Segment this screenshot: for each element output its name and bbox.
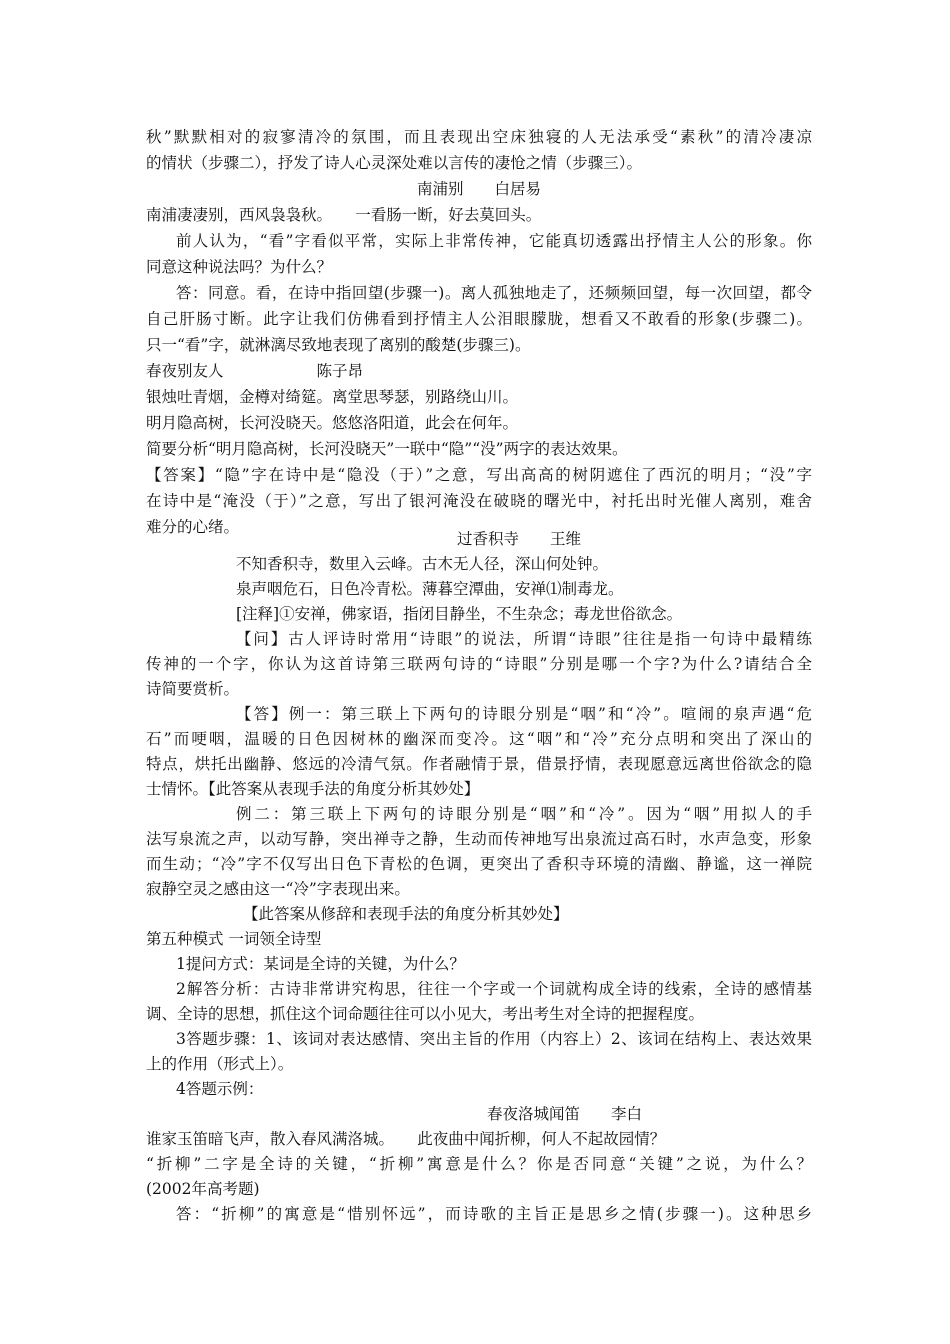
poem-title: 过香积寺 王维	[457, 530, 582, 548]
poem-text: 泉声咽危石，日色冷青松。薄暮空潭曲，安禅⑴制毒龙。	[236, 580, 624, 598]
answer-line: 法写泉流之声，以动写静，突出禅寺之静，生动而传神地写出泉流过高石时，水声急变，形象	[146, 830, 812, 848]
annotation-line: [注释]①安禅，佛家语，指闭目静坐，不生杂念；毒龙世俗欲念。	[236, 605, 683, 623]
poem-text: 明月隐高树，长河没晓天。悠悠洛阳道，此会在何年。	[146, 414, 519, 432]
question-line: 传神的一个字，你认为这首诗第三联两句诗的“诗眼”分别是哪一个字?为什么?请结合全	[146, 655, 812, 673]
poem-text: 不知香积寺，数里入云峰。古木无人径，深山何处钟。	[236, 555, 609, 573]
text-line: 1提问方式：某词是全诗的关键，为什么？	[176, 955, 465, 973]
text-line: 自己肝肠寸断。此字让我们仿佛看到抒情主人公泪眼朦胧，想看又不敢看的形象(步骤二)。	[146, 310, 812, 328]
question-line: 【问】古人评诗时常用“诗眼”的说法，所谓“诗眼”往往是指一句诗中最精练	[236, 630, 812, 648]
text-line: 4答题示例：	[176, 1080, 264, 1098]
poem-title: 南浦别 白居易	[416, 180, 541, 198]
answer-line: 而生动；“冷”字不仅写出日色下青松的色调，更突出了香积寺环境的清幽、静谧，这一禅院	[146, 855, 812, 873]
answer-line: 在诗中是“淹没（于）”之意，写出了银河淹没在破晓的曙光中，衬托出时光催人离别，难舍	[146, 492, 812, 510]
question-line: (2002年高考题)	[146, 1180, 260, 1198]
text-line: 的情状（步骤二），抒发了诗人心灵深处难以言传的凄怆之情（步骤三）。	[146, 154, 643, 172]
text-line: 上的作用（形式上）。	[146, 1055, 294, 1073]
text-line: 2解答分析：古诗非常讲究构思，往往一个字或一个词就构成全诗的线索，全诗的感情基	[176, 980, 812, 998]
answer-line: 石”而哽咽，温暖的日色因树林的幽深而变冷。这“咽”和“冷”充分点明和突出了深山的	[146, 730, 812, 748]
answer-line: 寂静空灵之感由这一“冷”字表现出来。	[146, 880, 410, 898]
answer-line: 答：“折柳”的寓意是“惜别怀远”，而诗歌的主旨正是思乡之情(步骤一)。这种思乡	[176, 1205, 812, 1223]
section-heading: 第五种模式 一词领全诗型	[146, 930, 322, 948]
text-line: 3答题步骤：1、该词对表达感情、突出主旨的作用（内容上）2、该词在结构上、表达效果	[176, 1030, 812, 1048]
answer-line: 【答案】“隐”字在诗中是“隐没（于）”之意，写出高高的树阴遮住了西沉的明月；“没”字	[146, 466, 812, 484]
question-line: 简要分析“明月隐高树，长河没晓天”一联中“隐”“没”两字的表达效果。	[146, 440, 628, 458]
question-line: 诗简要赏析。	[146, 680, 240, 698]
answer-line: 难分的心绪。	[146, 518, 240, 536]
text-line: 同意这种说法吗？为什么？	[146, 258, 333, 276]
answer-line: 例二：第三联上下两句的诗眼分别是“咽”和“冷”。因为“咽”用拟人的手	[236, 805, 812, 823]
text-line: 秋”默默相对的寂寥清冷的氛围，而且表现出空床独寝的人无法承受“素秋”的清冷凄凉	[146, 128, 812, 146]
poem-text: 银烛吐青烟，金樽对绮筵。离堂思琴瑟，别路绕山川。	[146, 388, 519, 406]
answer-note: 【此答案从修辞和表现手法的角度分析其妙处】	[243, 905, 569, 923]
answer-line: 特点，烘托出幽静、悠远的冷清气氛。作者融情于景，借景抒情，表现愿意远离世俗欲念的隐	[146, 755, 812, 773]
question-line: “折柳”二字是全诗的关键，“折柳”寓意是什么？你是否同意“关键”之说，为什么？	[146, 1155, 812, 1173]
poem-text: 南浦凄凄别，西风袅袅秋。 一看肠一断，好去莫回头。	[146, 206, 542, 224]
answer-line: 【答】例一：第三联上下两句的诗眼分别是“咽”和“冷”。喧闹的泉声遇“危	[236, 705, 812, 723]
answer-line: 士情怀。【此答案从表现手法的角度分析其妙处】	[146, 780, 480, 798]
poem-title: 春夜洛城闻笛 李白	[487, 1105, 643, 1123]
poem-title: 春夜别友人 陈子昂	[146, 362, 364, 380]
text-line: 调、全诗的思想，抓住这个词命题往往可以小见大，考出考生对全诗的把握程度。	[146, 1005, 705, 1023]
poem-text: 谁家玉笛暗飞声，散入春风满洛城。 此夜曲中闻折柳，何人不起故园情？	[146, 1130, 666, 1148]
text-line: 答：同意。看，在诗中指回望(步骤一)。离人孤独地走了，还频频回望，每一次回望，都令	[176, 284, 812, 302]
text-line: 只一“看”字，就淋漓尽致地表现了离别的酸楚(步骤三)。	[146, 336, 531, 354]
text-line: 前人认为，“看”字看似平常，实际上非常传神，它能真切透露出抒情主人公的形象。你	[176, 232, 812, 250]
